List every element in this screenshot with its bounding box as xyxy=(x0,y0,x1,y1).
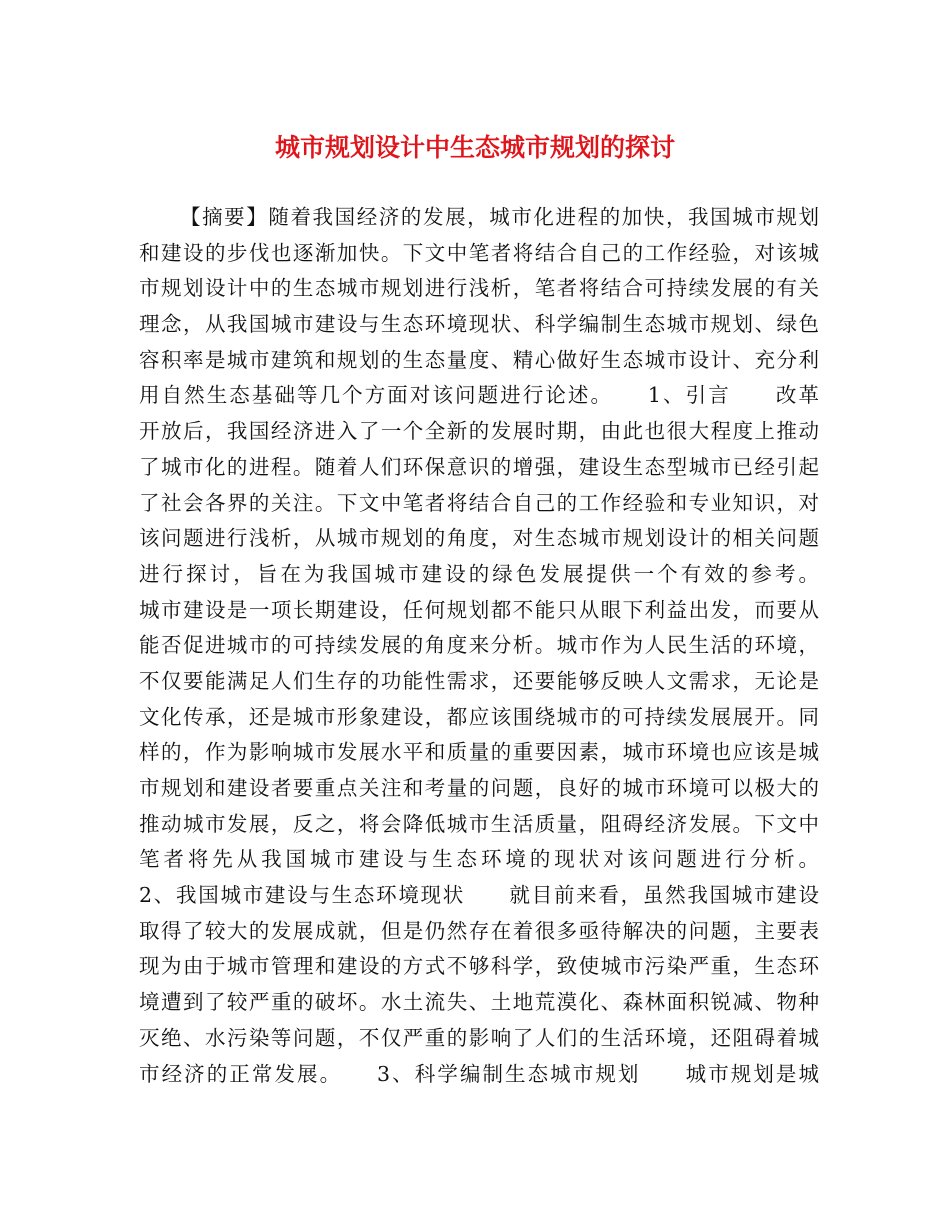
body-line: 样的，作为影响城市发展水平和质量的重要因素，城市环境也应该是城 xyxy=(139,740,819,765)
body-line: 灭绝、水污染等问题，不仅严重的影响了人们的生活环境，还阻碍着城 xyxy=(139,1025,819,1050)
body-line: 开放后，我国经济进入了一个全新的发展时期，由此也很大程度上推动 xyxy=(139,419,819,444)
body-line: 了社会各界的关注。下文中笔者将结合自己的工作经验和专业知识，对 xyxy=(139,490,819,515)
body-line: 2、我国城市建设与生态环境现状 就目前来看，虽然我国城市建设 xyxy=(139,883,819,908)
body-line: 容积率是城市建筑和规划的生态量度、精心做好生态城市设计、充分利 xyxy=(139,347,819,372)
body-line: 和建设的步伐也逐渐加快。下文中笔者将结合自己的工作经验，对该城 xyxy=(139,240,819,265)
body-line: 【摘要】随着我国经济的发展，城市化进程的加快，我国城市规划 xyxy=(180,205,819,229)
body-line: 能否促进城市的可持续发展的角度来分析。城市作为人民生活的环境， xyxy=(139,633,819,658)
body-line: 市经济的正常发展。 3、科学编制生态城市规划 城市规划是城 xyxy=(139,1061,819,1086)
document-title: 城市规划设计中生态城市规划的探讨 xyxy=(274,133,675,162)
body-line: 文化传承，还是城市形象建设，都应该围绕城市的可持续发展展开。同 xyxy=(139,704,819,729)
document-body xyxy=(139,200,819,1092)
body-line: 境遭到了较严重的破坏。水土流失、土地荒漠化、森林面积锐减、物种 xyxy=(139,990,819,1015)
body-line: 现为由于城市管理和建设的方式不够科学，致使城市污染严重，生态环 xyxy=(139,954,819,979)
body-line: 推动城市发展，反之，将会降低城市生活质量，阻碍经济发展。下文中 xyxy=(139,811,819,836)
body-line: 市规划设计中的生态城市规划进行浅析，笔者将结合可持续发展的有关 xyxy=(139,276,819,301)
body-line: 笔者将先从我国城市建设与生态环境的现状对该问题进行分析。 xyxy=(139,847,819,872)
body-line: 不仅要能满足人们生存的功能性需求，还要能够反映人文需求，无论是 xyxy=(139,668,819,693)
body-line: 该问题进行浅析，从城市规划的角度，对生态城市规划设计的相关问题 xyxy=(139,526,819,551)
body-line: 用自然生态基础等几个方面对该问题进行论述。 1、引言 改革 xyxy=(139,383,819,408)
body-line: 了城市化的进程。随着人们环保意识的增强，建设生态型城市已经引起 xyxy=(139,454,819,479)
body-line: 理念，从我国城市建设与生态环境现状、科学编制生态城市规划、绿色 xyxy=(139,312,819,337)
body-line: 取得了较大的发展成就，但是仍然存在着很多亟待解决的问题，主要表 xyxy=(139,918,819,943)
body-line: 进行探讨，旨在为我国城市建设的绿色发展提供一个有效的参考。 xyxy=(139,561,819,586)
body-line: 市规划和建设者要重点关注和考量的问题，良好的城市环境可以极大的 xyxy=(139,776,819,800)
body-line: 城市建设是一项长期建设，任何规划都不能只从眼下利益出发，而要从 xyxy=(139,597,819,622)
